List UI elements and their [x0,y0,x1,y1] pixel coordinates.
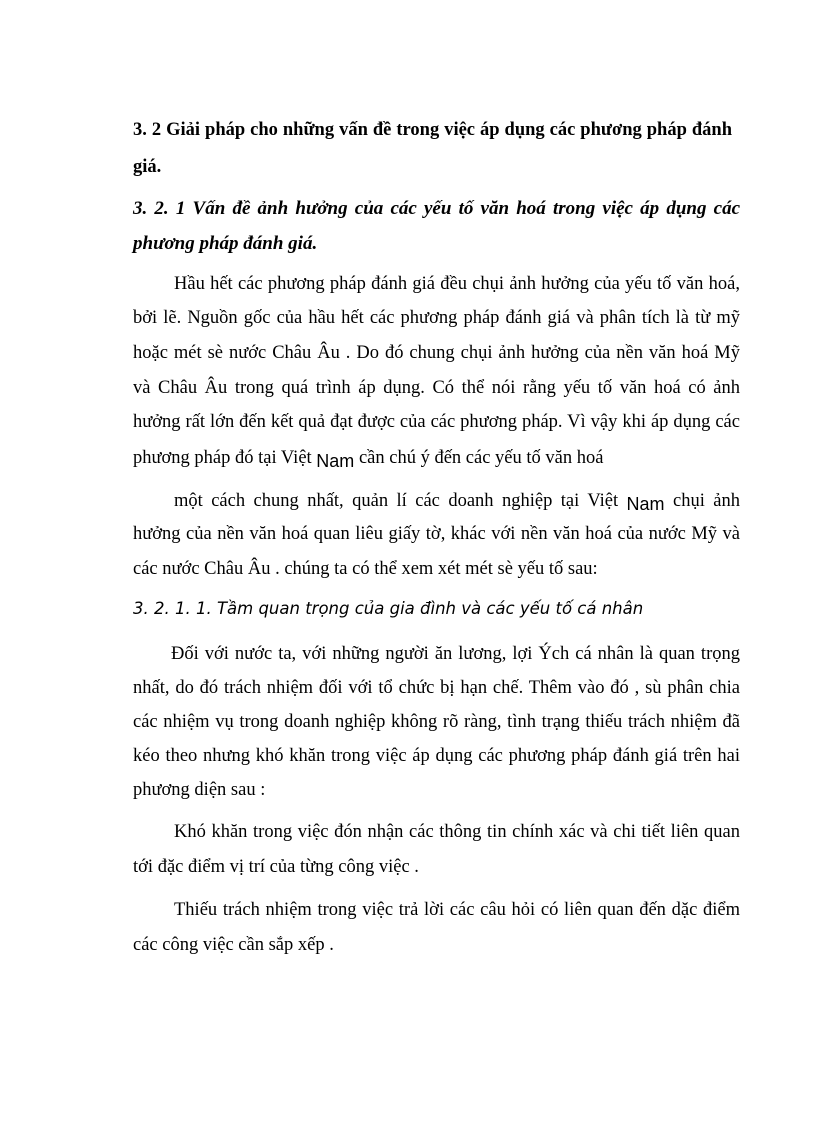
paragraph-line: và Châu Âu trong quá trình áp dụng. Có thể nói rằng yếu tố văn hoá có ảnh [133,378,740,398]
section-heading-line-2: giá. [133,157,162,177]
text-run-nam: Nam [626,494,665,514]
paragraph-line: hoặc mét sè nước Châu Âu . Do đó chung chụi ảnh hưởng của nền văn hoá Mỹ [133,343,740,363]
paragraph-line: tới đặc điểm vị trí của từng công việc . [133,857,419,877]
subsection-heading-line-2: phương pháp đánh giá. [133,233,318,254]
paragraph-line: Đối với nước ta, với những người ăn lương, lợi Ých cá nhân là quan trọng [171,644,740,664]
paragraph-line: hưởng của nền văn hoá quan liêu giấy tờ, khác với nền văn hoá của nước Mỹ và [133,524,740,544]
section-heading-line-1: 3. 2 Giải pháp cho những vấn đề trong việc áp dụng các phương pháp đánh [133,120,732,140]
subsubsection-heading: 3. 2. 1. 1. Tầm quan trọng của gia đình và các yếu tố cá nhân [133,599,644,618]
subsection-heading-line-1: 3. 2. 1 Vấn đề ảnh hưởng của các yếu tố văn hoá trong việc áp dụng các [133,198,740,219]
paragraph-line: phương diện sau : [133,780,266,800]
text-run: cần chú ý đến các yếu tố văn hoá [354,448,604,468]
paragraph-line: hưởng rất lớn đến kết quả đạt được của các phương pháp. Vì vậy khi áp dụng các [133,412,740,432]
paragraph-line: Thiếu trách nhiệm trong việc trả lời các câu hỏi có liên quan đến dặc điểm [174,900,740,920]
paragraph-line: các công việc cần sắp xếp . [133,935,334,955]
paragraph-line: Hầu hết các phương pháp đánh giá đều chụi ảnh hưởng của yếu tố văn hoá, [174,274,740,294]
paragraph-line: bởi lẽ. Nguồn gốc của hầu hết các phương pháp đánh giá và phân tích là từ mỹ [133,308,740,328]
text-run: chụi ảnh [664,491,741,511]
paragraph-line: các nhiệm vụ trong doanh nghiệp không rõ ràng, tình trạng thiếu trách nhiệm đã [133,712,740,732]
paragraph-line: kéo theo nhưng khó khăn trong việc áp dụng các phương pháp đánh giá trên hai [133,746,740,766]
paragraph-line [133,445,603,470]
text-run-nam: Nam [316,451,355,471]
text-run: phương pháp đó tại Việt [133,448,317,468]
paragraph-line: Khó khăn trong việc đón nhận các thông tin chính xác và chi tiết liên quan [174,822,740,842]
paragraph-line: các nước Châu Âu . chúng ta có thể xem xét mét sè yếu tố sau: [133,559,598,579]
paragraph-line: nhất, do đó trách nhiệm đối với tổ chức bị hạn chế. Thêm vào đó , sù phân chia [133,678,740,698]
paragraph-line [174,488,740,513]
text-run: một cách chung nhất, quản lí các doanh nghiệp tại Việt [174,491,627,511]
